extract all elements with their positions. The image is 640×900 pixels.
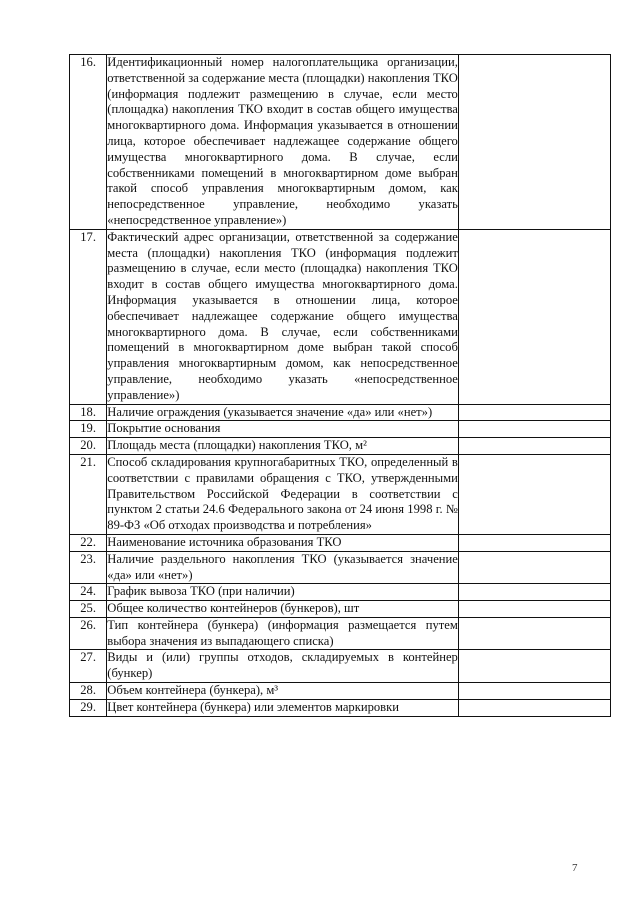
row-value-cell bbox=[458, 650, 610, 683]
row-number: 26. bbox=[70, 617, 107, 650]
table-row bbox=[70, 584, 611, 601]
row-value-cell bbox=[458, 404, 610, 421]
table-row bbox=[70, 404, 611, 421]
row-description: Тип контейнера (бункера) (информация размещается путем выбора значения из выпадающего списка) bbox=[107, 617, 459, 650]
row-number: 29. bbox=[70, 699, 107, 716]
table-row bbox=[70, 454, 611, 534]
table-row bbox=[70, 683, 611, 700]
row-number: 17. bbox=[70, 229, 107, 404]
table-row bbox=[70, 601, 611, 618]
row-value-cell bbox=[458, 617, 610, 650]
row-number: 16. bbox=[70, 55, 107, 230]
table-row bbox=[70, 421, 611, 438]
table-row bbox=[70, 617, 611, 650]
row-value-cell bbox=[458, 683, 610, 700]
row-number: 21. bbox=[70, 454, 107, 534]
row-value-cell bbox=[458, 438, 610, 455]
table-row bbox=[70, 438, 611, 455]
registry-table bbox=[69, 54, 611, 717]
row-value-cell bbox=[458, 421, 610, 438]
row-description: Объем контейнера (бункера), м³ bbox=[107, 683, 459, 700]
row-value-cell bbox=[458, 55, 610, 230]
table-row bbox=[70, 534, 611, 551]
row-value-cell bbox=[458, 584, 610, 601]
table-row bbox=[70, 229, 611, 404]
row-number: 23. bbox=[70, 551, 107, 584]
table-row bbox=[70, 650, 611, 683]
row-description: Способ складирования крупногабаритных ТКО, определенный в соответствии с правилами обращения с ТКО, утвержденными Правительством Российской Федерации в соответствии с пунктом 2 статьи 24.6 Федерального закона от 24 июня 1998 г. № 89-ФЗ «Об отходах производства и потребления» bbox=[107, 454, 459, 534]
row-description: Общее количество контейнеров (бункеров), шт bbox=[107, 601, 459, 618]
row-number: 19. bbox=[70, 421, 107, 438]
table-row bbox=[70, 55, 611, 230]
row-description: Наличие раздельного накопления ТКО (указывается значение «да» или «нет») bbox=[107, 551, 459, 584]
row-description: Фактический адрес организации, ответственной за содержание места (площадки) накопления ТКО (информация подлежит размещению в случае, если место (площадка) накопления ТКО входит в состав общего имущества многоквартирного дома. Информация указывается в отношении лица, которое обеспечивает надлежащее содержание общего имущества многоквартирного дома. В случае, если собственниками помещений в многоквартирном доме выбран такой способ управления многоквартирным домом, как непосредственное управление, необходимо указать «непосредственное управление») bbox=[107, 229, 459, 404]
row-value-cell bbox=[458, 454, 610, 534]
row-description: График вывоза ТКО (при наличии) bbox=[107, 584, 459, 601]
row-number: 20. bbox=[70, 438, 107, 455]
row-number: 22. bbox=[70, 534, 107, 551]
row-number: 24. bbox=[70, 584, 107, 601]
row-description: Виды и (или) группы отходов, складируемых в контейнер (бункер) bbox=[107, 650, 459, 683]
row-number: 25. bbox=[70, 601, 107, 618]
row-value-cell bbox=[458, 534, 610, 551]
row-description: Покрытие основания bbox=[107, 421, 459, 438]
row-value-cell bbox=[458, 601, 610, 618]
row-description: Площадь места (площадки) накопления ТКО, м² bbox=[107, 438, 459, 455]
row-number: 27. bbox=[70, 650, 107, 683]
row-description: Наличие ограждения (указывается значение «да» или «нет») bbox=[107, 404, 459, 421]
row-description: Наименование источника образования ТКО bbox=[107, 534, 459, 551]
row-description: Идентификационный номер налогоплательщика организации, ответственной за содержание места (площадки) накопления ТКО (информация подлежит размещению в случае, если место (площадка) накопления ТКО входит в состав общего имущества многоквартирного дома. Информация указывается в отношении лица, которое обеспечивает надлежащее содержание общего имущества многоквартирного дома. В случае, если собственниками помещений в многоквартирном доме выбран такой способ управления многоквартирным домом, как непосредственное управление, необходимо указать «непосредственное управление») bbox=[107, 55, 459, 230]
row-value-cell bbox=[458, 699, 610, 716]
page-number: 7 bbox=[572, 862, 578, 874]
table-row bbox=[70, 699, 611, 716]
table-row bbox=[70, 551, 611, 584]
row-value-cell bbox=[458, 229, 610, 404]
row-value-cell bbox=[458, 551, 610, 584]
row-description: Цвет контейнера (бункера) или элементов маркировки bbox=[107, 699, 459, 716]
row-number: 18. bbox=[70, 404, 107, 421]
row-number: 28. bbox=[70, 683, 107, 700]
